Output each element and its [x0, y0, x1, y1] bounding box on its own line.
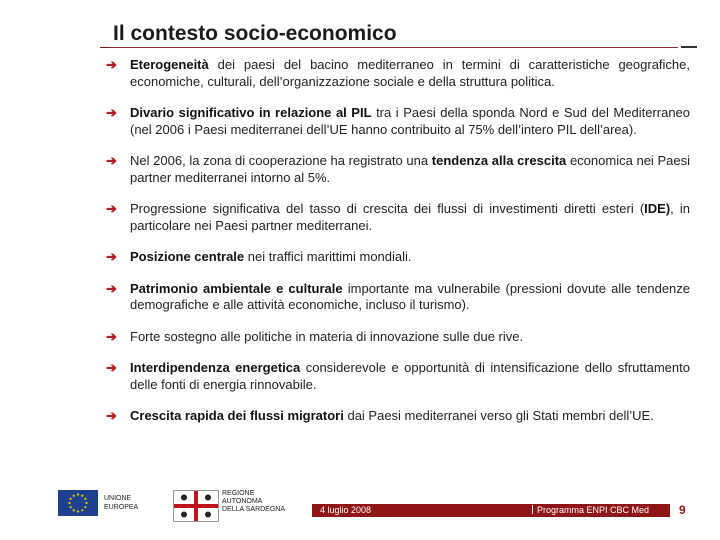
title-rule-left — [100, 47, 108, 48]
sardegna-label — [222, 490, 312, 514]
page-number: 9 — [679, 503, 686, 517]
bullet-pre: Forte sostegno alle politiche in materia di innovazione sulle due rive. — [130, 328, 524, 344]
bullet-rest: importante ma vulnerabile (pressioni dovute alle tendenze demografiche e alle attività economiche, incluso il turismo). — [130, 280, 691, 312]
arrow-right-icon: ➔ — [106, 57, 117, 72]
bullet-pre: Progressione significativa del tasso di crescita dei flussi di investimenti diretti esteri ( — [130, 201, 645, 216]
bullet-rest: considerevole e opportunità di intensificazione dello sfruttamento delle fonti di energia rinnovabile. — [130, 360, 690, 392]
bullet-rest: tra i Paesi della sponda Nord e Sud del Mediterraneo (nel 2006 i Paesi mediterranei dell’UE hanno contribuito al 75% dell’intero PIL dell’area). — [130, 105, 691, 137]
title-rule — [108, 47, 678, 48]
bullet-item — [106, 360, 690, 393]
bullet-rest: dai Paesi mediterranei verso gli Stati membri dell’UE. — [343, 408, 654, 423]
bullet-rest: economica nei Paesi partner mediterranei intorno al 5%. — [130, 153, 690, 185]
bullet-item — [106, 408, 690, 425]
eu-flag-icon — [58, 490, 98, 516]
bullet-text — [130, 329, 690, 346]
bullet-bold: Posizione centrale — [130, 249, 245, 264]
sardegna-coat-of-arms-icon — [173, 490, 219, 522]
footer-programme: Programma ENPI CBC Med — [532, 504, 649, 517]
arrow-right-icon: ➔ — [106, 280, 117, 296]
bullet-item — [106, 57, 690, 90]
bullet-bold: Eterogeneità — [130, 57, 209, 72]
bullet-list — [106, 57, 690, 425]
slide-footer — [0, 484, 720, 534]
bullet-bold: Interdipendenza energetica — [130, 360, 301, 375]
bullet-rest: , in particolare nei Paesi partner mediterranei. — [130, 201, 691, 233]
sardegna-label-line: AUTONOMA — [222, 498, 263, 505]
bullet-text — [130, 408, 690, 425]
bullet-bold: Divario significativo in relazione al PIL — [130, 105, 372, 120]
arrow-right-icon: ➔ — [106, 105, 117, 120]
arrow-right-icon: ➔ — [106, 408, 117, 423]
bullet-item — [106, 201, 690, 234]
arrow-right-icon: ➔ — [106, 360, 117, 375]
bullet-text — [130, 153, 690, 186]
bullet-bold: Patrimonio ambientale e culturale — [130, 280, 343, 296]
bullet-item — [106, 329, 690, 346]
bullet-text — [130, 57, 690, 90]
bullet-text — [130, 105, 690, 138]
bullet-bold: tendenza alla crescita — [431, 153, 567, 168]
arrow-right-icon: ➔ — [106, 201, 117, 216]
eu-label — [104, 494, 138, 512]
bullet-item — [106, 105, 690, 138]
sardegna-label-line: REGIONE — [222, 490, 255, 497]
bullet-rest: nei traffici marittimi mondiali. — [244, 249, 412, 264]
bullet-text — [130, 201, 690, 234]
bullet-rest: dei paesi del bacino mediterraneo in termini di caratteristiche geografiche, economiche, culturali, dell’organizzazione sociale e della struttura politica. — [130, 57, 690, 89]
bullet-item — [106, 153, 690, 186]
bullet-bold: Crescita rapida dei flussi migratori — [130, 408, 344, 423]
bullet-pre: Nel 2006, la zona di cooperazione ha registrato una — [130, 153, 432, 168]
bullet-item — [106, 281, 690, 314]
bullet-text — [130, 360, 690, 393]
bullet-bold: IDE) — [644, 201, 671, 216]
eu-label-line: EUROPEA — [104, 504, 139, 511]
arrow-right-icon: ➔ — [106, 249, 117, 264]
sardegna-label-line: DELLA SARDEGNA — [222, 506, 286, 513]
bullet-item — [106, 249, 690, 266]
arrow-right-icon: ➔ — [106, 153, 117, 168]
bullet-text — [130, 249, 690, 266]
footer-date: 4 luglio 2008 — [320, 505, 372, 515]
bullet-text — [130, 281, 690, 314]
arrow-right-icon: ➔ — [106, 328, 117, 344]
title-rule-end — [681, 46, 697, 48]
eu-label-line: UNIONE — [104, 495, 132, 502]
page-title: Il contesto socio-economico — [113, 22, 397, 45]
